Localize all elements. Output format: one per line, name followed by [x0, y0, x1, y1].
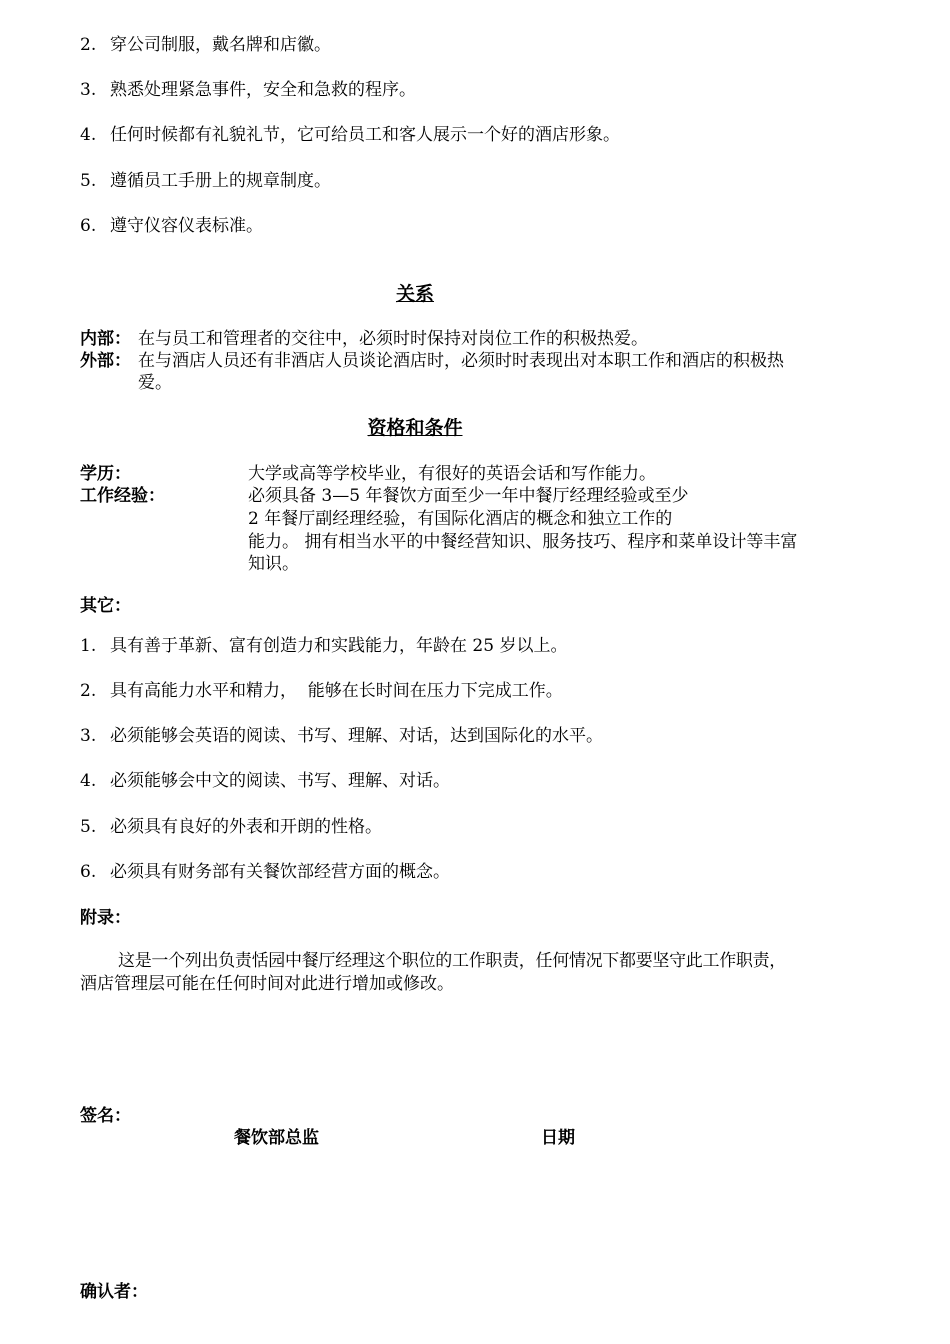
list-item — [80, 34, 331, 56]
other-label: 其它： — [80, 596, 131, 616]
item-text: 具有善于革新、富有创造力和实践能力，年龄在 25 岁以上。 — [110, 636, 568, 656]
appendix-text-line1: 这是一个列出负责恬园中餐厅经理这个职位的工作职责，任何情况下都要坚守此工作职责， — [118, 951, 786, 971]
signature-date-label: 日期 — [541, 1128, 575, 1148]
external-label: 外部： — [80, 351, 131, 371]
item-text: 熟悉处理紧急事件，安全和急救的程序。 — [110, 80, 416, 100]
signature-title: 餐饮部总监 — [234, 1128, 319, 1148]
experience-text-line3: 能力。 拥有相当水平的中餐经营知识、服务技巧、程序和菜单设计等丰富 — [248, 532, 798, 552]
item-text: 具有高能力水平和精力， 能够在长时间在压力下完成工作。 — [110, 681, 563, 701]
item-text: 遵守仪容仪表标准。 — [110, 216, 263, 236]
experience-text-line1: 必须具备 3—5 年餐饮方面至少一年中餐厅经理经验或至少 — [248, 486, 689, 506]
list-item — [80, 680, 563, 702]
education-label: 学历： — [80, 464, 131, 484]
item-number: 6. — [80, 862, 97, 882]
confirm-label: 确认者： — [80, 1282, 148, 1302]
item-text: 必须能够会中文的阅读、书写、理解、对话。 — [110, 771, 450, 791]
internal-text: 在与员工和管理者的交往中，必须时时保持对岗位工作的积极热爱。 — [138, 329, 648, 349]
list-item — [80, 816, 382, 838]
qualifications-heading: 资格和条件 — [367, 417, 463, 439]
item-number: 1. — [80, 636, 97, 656]
experience-text-line4: 知识。 — [248, 554, 299, 574]
list-item — [80, 79, 416, 101]
education-text: 大学或高等学校毕业，有很好的英语会话和写作能力。 — [248, 464, 656, 484]
item-text: 任何时候都有礼貌礼节，它可给员工和客人展示一个好的酒店形象。 — [110, 125, 620, 145]
appendix-label: 附录： — [80, 908, 131, 928]
item-number: 5. — [80, 817, 97, 837]
item-number: 4. — [80, 125, 97, 145]
item-number: 3. — [80, 80, 97, 100]
list-item — [80, 215, 263, 237]
list-item — [80, 170, 331, 192]
item-number: 6. — [80, 216, 97, 236]
list-item — [80, 124, 620, 146]
list-item — [80, 770, 450, 792]
internal-label: 内部： — [80, 329, 131, 349]
list-item — [80, 861, 450, 883]
appendix-text-line2: 酒店管理层可能在任何时间对此进行增加或修改。 — [80, 974, 454, 994]
relations-heading: 关系 — [395, 283, 434, 305]
item-number: 3. — [80, 726, 97, 746]
item-text: 必须具有良好的外表和开朗的性格。 — [110, 817, 382, 837]
experience-text-line2: 2 年餐厅副经理经验，有国际化酒店的概念和独立工作的 — [248, 509, 673, 529]
item-text: 必须能够会英语的阅读、书写、理解、对话，达到国际化的水平。 — [110, 726, 603, 746]
list-item — [80, 635, 567, 657]
signature-label: 签名： — [80, 1106, 131, 1126]
experience-label: 工作经验： — [80, 486, 165, 506]
item-number: 5. — [80, 171, 97, 191]
item-text: 必须具有财务部有关餐饮部经营方面的概念。 — [110, 862, 450, 882]
external-text-line1: 在与酒店人员还有非酒店人员谈论酒店时，必须时时表现出对本职工作和酒店的积极热 — [138, 351, 784, 371]
item-number: 2. — [80, 681, 97, 701]
item-number: 2. — [80, 35, 97, 55]
list-item — [80, 725, 603, 747]
item-text: 遵循员工手册上的规章制度。 — [110, 171, 331, 191]
external-text-line2: 爱。 — [138, 373, 172, 393]
item-number: 4. — [80, 771, 97, 791]
item-text: 穿公司制服，戴名牌和店徽。 — [110, 35, 331, 55]
